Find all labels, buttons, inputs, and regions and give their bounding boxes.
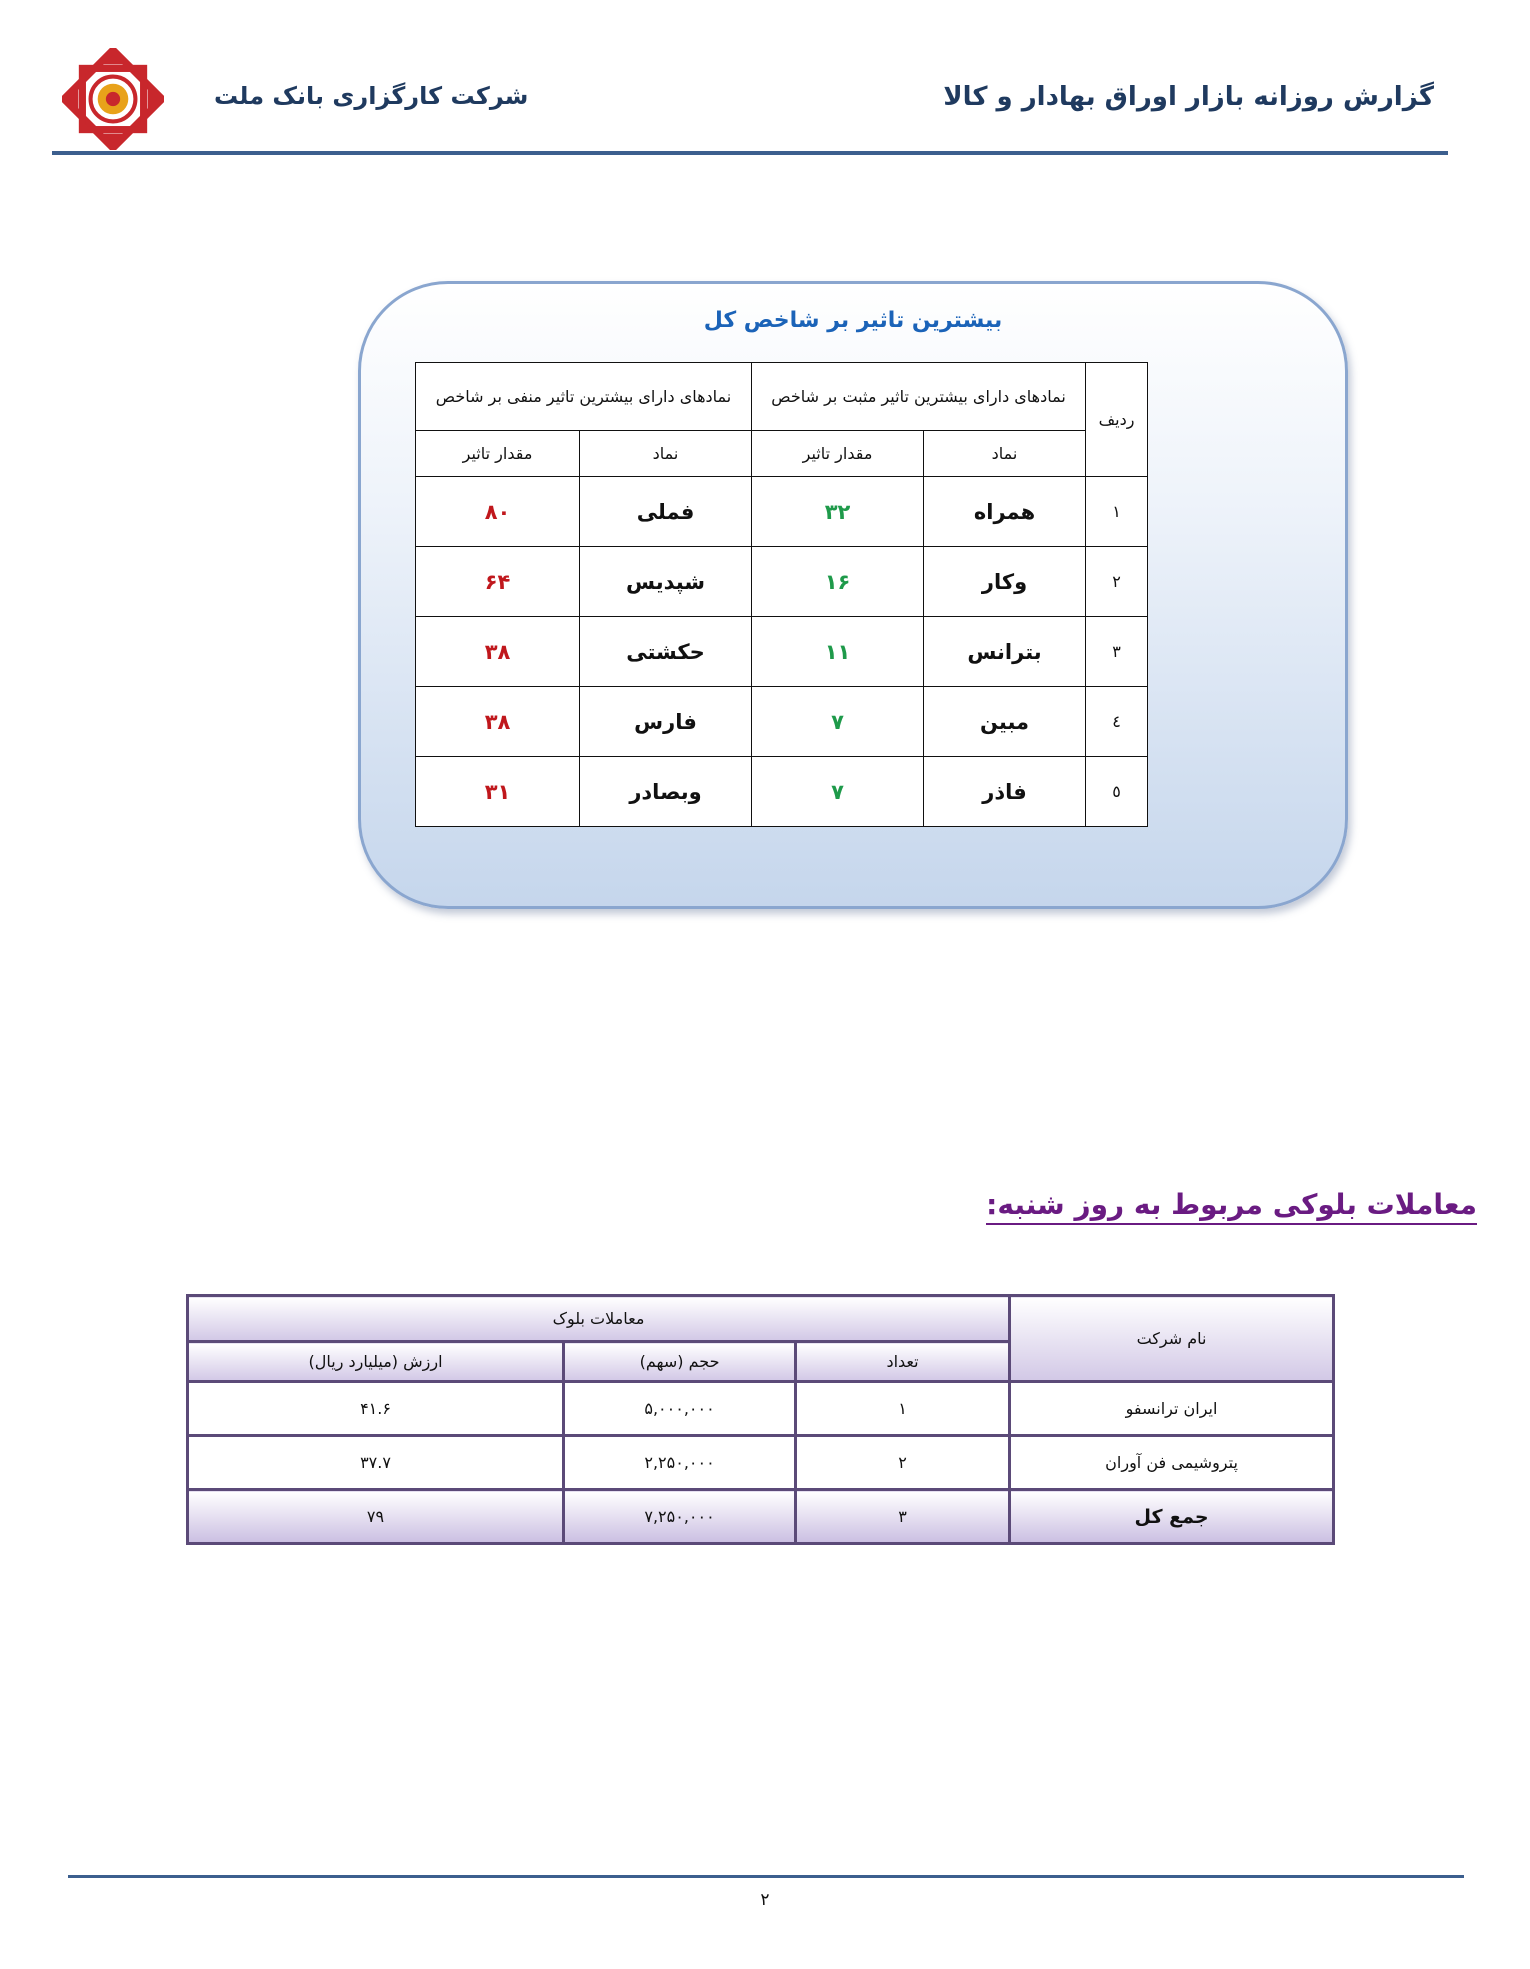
- row-number: ٥: [1086, 757, 1148, 827]
- positive-symbol: فاذر: [924, 757, 1086, 827]
- row-number: ۲: [1086, 547, 1148, 617]
- company-name: شرکت کارگزاری بانک ملت: [214, 82, 529, 110]
- total-volume: ۷,۲۵۰,۰۰۰: [564, 1490, 796, 1544]
- positive-value: ۱۱: [752, 617, 924, 687]
- company-name-cell: ایران ترانسفو: [1010, 1382, 1334, 1436]
- col-negative-value: مقدار تاثیر: [416, 431, 580, 477]
- positive-symbol: همراه: [924, 477, 1086, 547]
- total-row: [188, 1490, 1334, 1544]
- positive-value: ۷: [752, 757, 924, 827]
- table-row: [416, 617, 1148, 687]
- volume-cell: ۵,۰۰۰,۰۰۰: [564, 1382, 796, 1436]
- positive-symbol: وکار: [924, 547, 1086, 617]
- positive-symbol: مبین: [924, 687, 1086, 757]
- negative-value: ۳۸: [416, 617, 580, 687]
- negative-symbol: فارس: [580, 687, 752, 757]
- col-positive-symbol: نماد: [924, 431, 1086, 477]
- impact-title: بیشترین تاثیر بر شاخص کل: [703, 308, 1003, 333]
- bank-mellat-logo-icon: [62, 48, 164, 150]
- table-row: [188, 1436, 1334, 1490]
- row-number: ٤: [1086, 687, 1148, 757]
- positive-value: ۳۲: [752, 477, 924, 547]
- negative-symbol: شپدیس: [580, 547, 752, 617]
- table-row: [416, 477, 1148, 547]
- page-number: ۲: [760, 1890, 770, 1910]
- index-impact-panel: [358, 281, 1348, 909]
- col-row-number: ردیف: [1086, 363, 1148, 477]
- negative-symbol: وبصادر: [580, 757, 752, 827]
- negative-value: ۳۸: [416, 687, 580, 757]
- value-cell: ۳۷.۷: [188, 1436, 564, 1490]
- col-company: نام شرکت: [1010, 1296, 1334, 1382]
- col-positive-value: مقدار تاثیر: [752, 431, 924, 477]
- negative-value: ۸۰: [416, 477, 580, 547]
- group-block-trades: معاملات بلوک: [188, 1296, 1010, 1342]
- col-value: ارزش (میلیارد ریال): [188, 1342, 564, 1382]
- total-label: جمع کل: [1010, 1490, 1334, 1544]
- total-count: ۳: [796, 1490, 1010, 1544]
- report-title: گزارش روزانه بازار اوراق بهادار و کالا: [943, 82, 1434, 112]
- table-row: [416, 547, 1148, 617]
- negative-symbol: فملی: [580, 477, 752, 547]
- row-number: ۱: [1086, 477, 1148, 547]
- negative-value: ۳۱: [416, 757, 580, 827]
- negative-symbol: حکشتی: [580, 617, 752, 687]
- group-negative-impact: نمادهای دارای بیشترین تاثیر منفی بر شاخص: [416, 363, 752, 431]
- block-trades-heading: معاملات بلوکی مربوط به روز شنبه:: [986, 1188, 1477, 1225]
- col-negative-symbol: نماد: [580, 431, 752, 477]
- table-row: [416, 757, 1148, 827]
- negative-value: ۶۴: [416, 547, 580, 617]
- header-divider: [52, 151, 1448, 155]
- count-cell: ۱: [796, 1382, 1010, 1436]
- positive-value: ۱۶: [752, 547, 924, 617]
- total-value: ۷۹: [188, 1490, 564, 1544]
- row-number: ۳: [1086, 617, 1148, 687]
- block-trades-table: [186, 1294, 1335, 1545]
- table-row: [188, 1382, 1334, 1436]
- count-cell: ۲: [796, 1436, 1010, 1490]
- footer-divider: [68, 1875, 1464, 1878]
- col-volume: حجم (سهم): [564, 1342, 796, 1382]
- table-row: [416, 687, 1148, 757]
- value-cell: ۴۱.۶: [188, 1382, 564, 1436]
- col-count: تعداد: [796, 1342, 1010, 1382]
- company-name-cell: پتروشیمی فن آوران: [1010, 1436, 1334, 1490]
- positive-symbol: بترانس: [924, 617, 1086, 687]
- volume-cell: ۲,۲۵۰,۰۰۰: [564, 1436, 796, 1490]
- group-positive-impact: نمادهای دارای بیشترین تاثیر مثبت بر شاخص: [752, 363, 1086, 431]
- index-impact-table: [415, 362, 1148, 827]
- positive-value: ۷: [752, 687, 924, 757]
